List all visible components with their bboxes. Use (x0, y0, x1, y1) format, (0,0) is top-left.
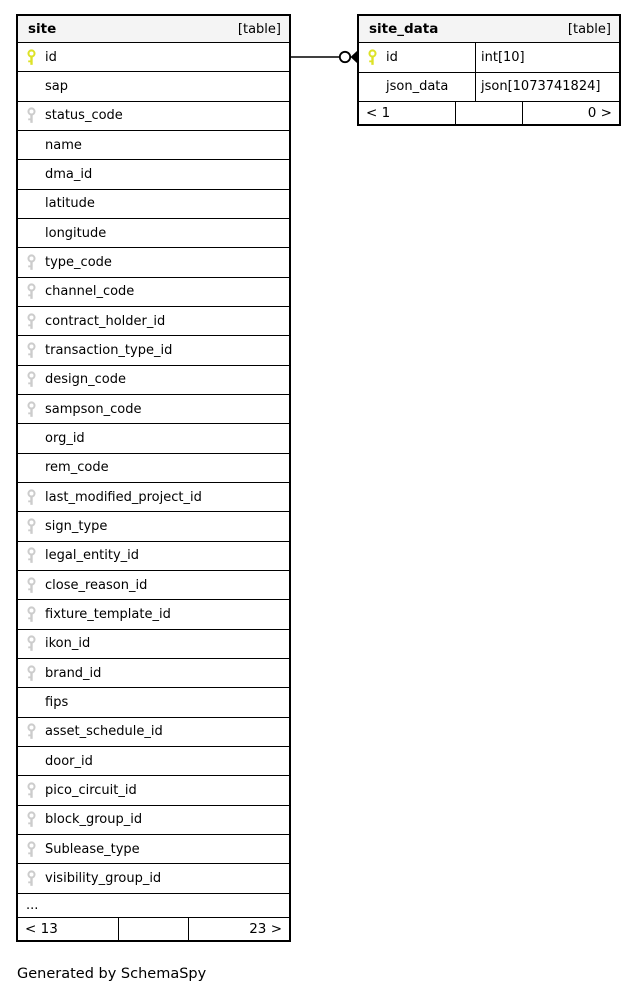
column-name: ikon_id (45, 636, 91, 652)
table-row (18, 247, 289, 276)
table-row (18, 335, 289, 364)
foreign-key-icon (18, 606, 45, 623)
foreign-key-icon (18, 811, 45, 828)
column-name: rem_code (45, 460, 109, 476)
table-row (18, 423, 289, 452)
table-row (359, 42, 619, 72)
column-name: type_code (45, 254, 112, 270)
child-count: 0 > (587, 105, 612, 121)
foreign-key-icon (18, 313, 45, 330)
no-key-icon (18, 137, 45, 154)
table-row (18, 218, 289, 247)
table-row (18, 687, 289, 716)
column-name: dma_id (45, 166, 93, 182)
column-name: transaction_type_id (45, 342, 173, 358)
column-name: id (45, 49, 57, 65)
no-key-icon (18, 459, 45, 476)
table-type-badge: [table] (237, 21, 281, 37)
column-name: latitude (45, 196, 95, 212)
table-row (18, 453, 289, 482)
column-name: id (386, 49, 398, 65)
foreign-key-icon (18, 577, 45, 594)
parent-count: < 13 (25, 920, 58, 937)
column-name: json_data (386, 79, 449, 95)
table-header (18, 16, 289, 42)
column-name: brand_id (45, 665, 102, 681)
table-row (18, 306, 289, 335)
table-row (18, 541, 289, 570)
primary-key-icon (18, 49, 45, 66)
foreign-key-icon (18, 254, 45, 271)
column-name: block_group_id (45, 812, 143, 828)
table-row (359, 72, 619, 102)
table-footer (359, 101, 619, 124)
column-type: int[10] (475, 43, 619, 72)
table-row (18, 570, 289, 599)
foreign-key-icon (18, 401, 45, 418)
table-row (18, 101, 289, 130)
table-row (18, 629, 289, 658)
table-row (18, 746, 289, 775)
table-row (18, 775, 289, 804)
column-name: org_id (45, 430, 85, 446)
column-name: close_reason_id (45, 577, 148, 593)
table-row (18, 189, 289, 218)
no-key-icon (18, 225, 45, 242)
table-node-site[interactable] (16, 14, 291, 942)
foreign-key-icon (18, 342, 45, 359)
table-row (18, 71, 289, 100)
column-name: visibility_group_id (45, 870, 162, 886)
footer-spacer (455, 102, 523, 124)
foreign-key-icon (18, 283, 45, 300)
foreign-key-icon (18, 782, 45, 799)
foreign-key-icon (18, 489, 45, 506)
parent-count: < 1 (366, 105, 391, 121)
column-name: longitude (45, 225, 107, 241)
column-name: sap (45, 78, 68, 94)
column-name: fips (45, 694, 69, 710)
foreign-key-icon (18, 841, 45, 858)
column-name: status_code (45, 108, 123, 124)
no-key-icon (18, 753, 45, 770)
table-row (18, 717, 289, 746)
table-row (18, 365, 289, 394)
no-key-icon (359, 78, 386, 95)
column-name: Sublease_type (45, 841, 140, 857)
primary-key-icon (359, 49, 386, 66)
table-row (18, 482, 289, 511)
column-name: design_code (45, 372, 126, 388)
column-name: legal_entity_id (45, 548, 140, 564)
child-count: 23 > (249, 920, 282, 937)
table-row (18, 277, 289, 306)
table-row (18, 834, 289, 863)
column-list (18, 42, 289, 893)
column-name: sampson_code (45, 401, 142, 417)
no-key-icon (18, 78, 45, 95)
table-type-badge: [table] (567, 21, 611, 37)
table-row (18, 805, 289, 834)
column-name: asset_schedule_id (45, 724, 163, 740)
table-row (18, 130, 289, 159)
foreign-key-icon (18, 107, 45, 124)
column-name: contract_holder_id (45, 313, 166, 329)
footer-spacer (118, 918, 188, 940)
table-footer (18, 917, 289, 940)
foreign-key-icon (18, 547, 45, 564)
column-name: channel_code (45, 284, 135, 300)
foreign-key-icon (18, 723, 45, 740)
column-name: pico_circuit_id (45, 782, 137, 798)
column-type: json[1073741824] (475, 73, 619, 102)
no-key-icon (18, 195, 45, 212)
foreign-key-icon (18, 635, 45, 652)
table-row (18, 42, 289, 71)
table-title[interactable]: site (28, 21, 57, 37)
column-name: door_id (45, 753, 93, 769)
column-name: sign_type (45, 518, 108, 534)
column-name: last_modified_project_id (45, 489, 202, 505)
truncated-columns-marker: ... (18, 893, 289, 917)
foreign-key-icon (18, 870, 45, 887)
column-list (359, 42, 619, 101)
table-title[interactable]: site_data (369, 21, 439, 37)
generator-credit: Generated by SchemaSpy (17, 966, 207, 982)
column-name: name (45, 137, 82, 153)
no-key-icon (18, 430, 45, 447)
table-row (18, 394, 289, 423)
table-row (18, 863, 289, 892)
column-name: fixture_template_id (45, 606, 171, 622)
foreign-key-icon (18, 371, 45, 388)
no-key-icon (18, 694, 45, 711)
table-node-site-data[interactable] (357, 14, 621, 126)
no-key-icon (18, 166, 45, 183)
table-header (359, 16, 619, 42)
table-row (18, 658, 289, 687)
fk-relationship-connector (289, 45, 361, 69)
zero-cardinality-circle-icon (340, 52, 350, 62)
table-row (18, 159, 289, 188)
foreign-key-icon (18, 518, 45, 535)
table-row (18, 511, 289, 540)
table-row (18, 599, 289, 628)
foreign-key-icon (18, 665, 45, 682)
